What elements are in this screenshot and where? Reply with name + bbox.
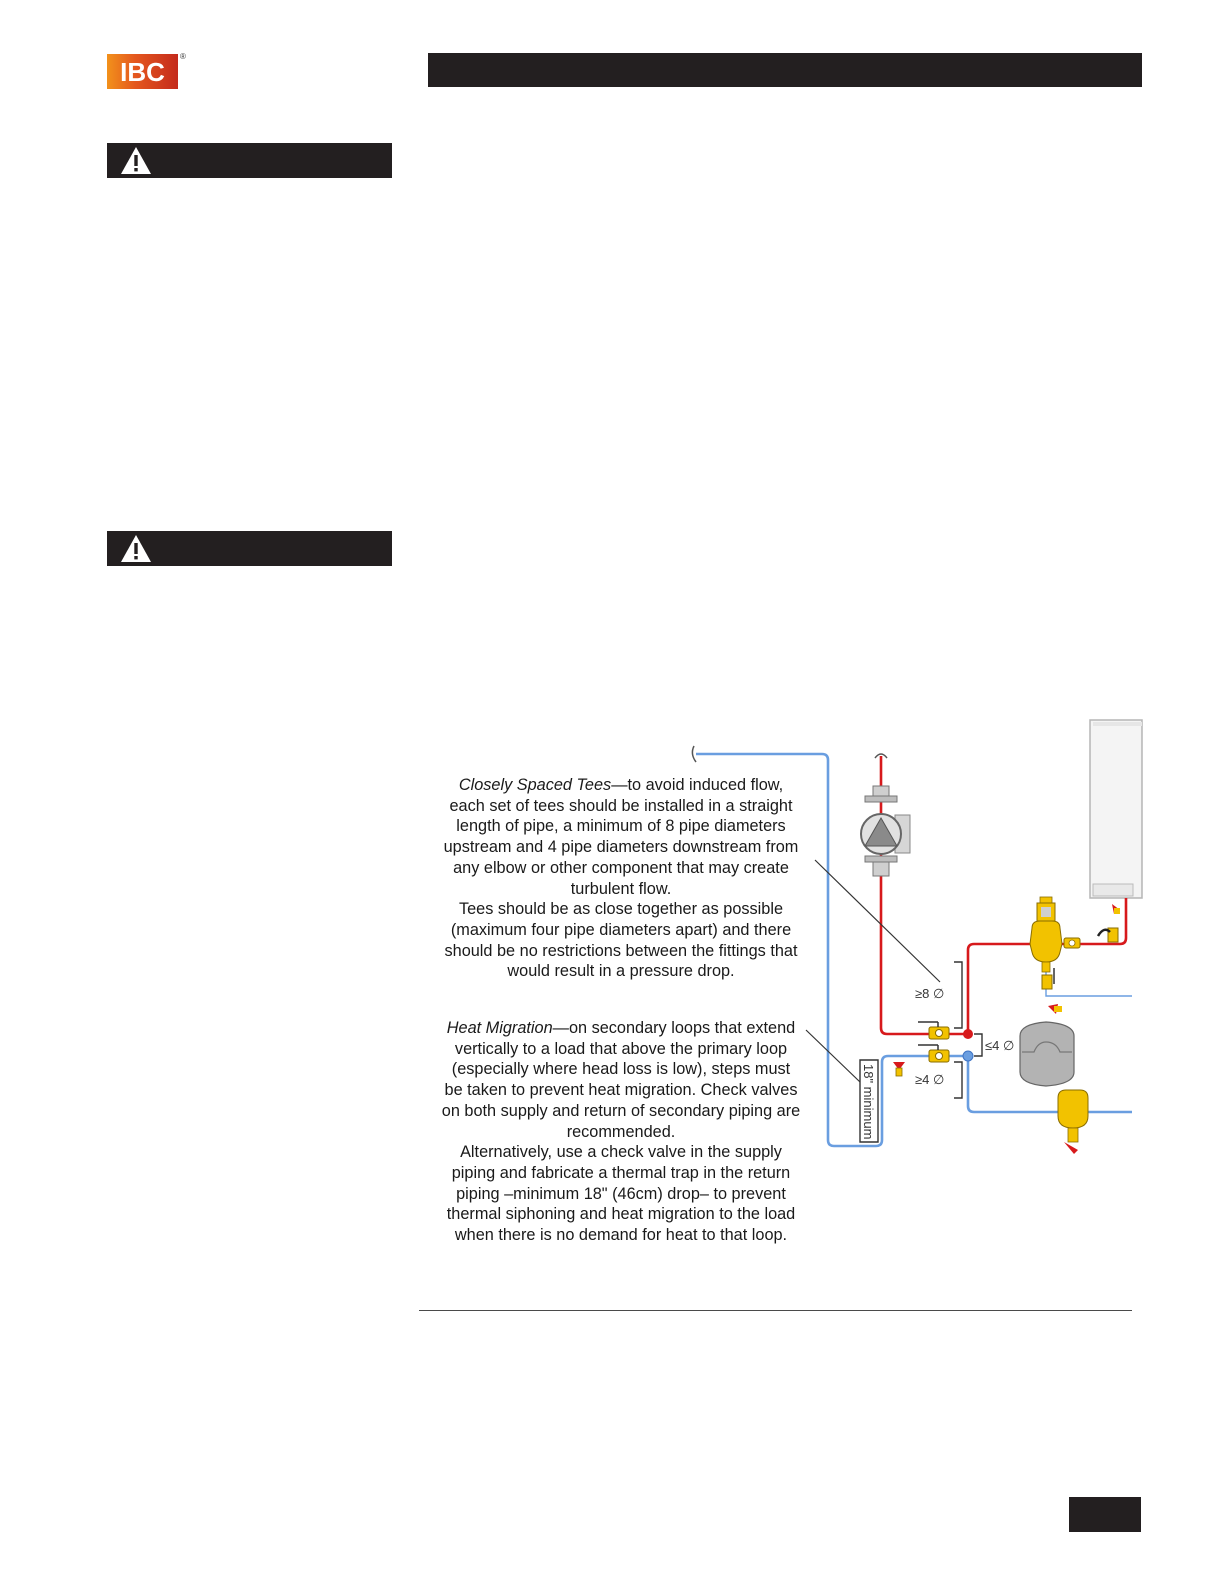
supply-tee bbox=[963, 1029, 973, 1039]
label-thermal-trap: 18" minimum bbox=[861, 1064, 876, 1140]
label-upstream-diameters: ≥8 ∅ bbox=[915, 986, 945, 1001]
ball-valve-icon bbox=[918, 1022, 949, 1039]
air-separator-icon bbox=[1030, 897, 1062, 972]
circulator-pump-icon bbox=[861, 786, 910, 876]
label-tee-spacing: ≤4 ∅ bbox=[985, 1038, 1015, 1053]
fill-valve-icon bbox=[1098, 904, 1120, 942]
boiler-cabinet bbox=[1090, 720, 1142, 898]
drain-valve-icon bbox=[893, 1062, 905, 1076]
pipe-break-icon bbox=[692, 746, 696, 762]
logo-text: IBC bbox=[120, 56, 165, 87]
note-title: Heat Migration bbox=[446, 1019, 553, 1037]
valve-icon bbox=[1042, 968, 1062, 1014]
note-closely-spaced-tees: Closely Spaced Tees—to avoid induced flow, each set of tees should be installed in a straight length of pipe, a minimum of 8 pipe diameters upstream and 4 pipe diameters downstream from any elbow or other component that may create turbulent flow. Tees should be as close together as possible (maximum four pipe diameters apart) and there should be no restrictions between the fittings that would result in a pressure drop. bbox=[443, 776, 799, 981]
registered-mark: ® bbox=[180, 52, 186, 61]
dirt-separator-icon bbox=[1058, 1090, 1088, 1154]
ball-valve-icon bbox=[1064, 938, 1080, 948]
ball-valve-icon bbox=[918, 1045, 949, 1062]
leader-line-migration bbox=[806, 1030, 860, 1082]
footer-rule bbox=[419, 1310, 1132, 1311]
return-tee bbox=[963, 1051, 973, 1061]
label-downstream-diameters: ≥4 ∅ bbox=[915, 1072, 945, 1087]
expansion-tank-icon bbox=[1020, 1022, 1074, 1086]
leader-line-tees bbox=[815, 860, 940, 982]
note-heat-migration: Heat Migration—on secondary loops that extend vertically to a load that above the primary loop (especially where head loss is low), steps must be taken to prevent heat migration. Check valves on both supply and return of secondary piping are recommended. Alternatively, use a check valve in the supply piping and fabricate a thermal trap in the return piping –minimum 18" (46cm) drop– to prevent thermal siphoning and heat migration to the load when there is no demand for heat to that loop. bbox=[441, 1019, 801, 1245]
note-title: Closely Spaced Tees bbox=[458, 776, 612, 794]
page-number-box bbox=[1069, 1497, 1141, 1532]
